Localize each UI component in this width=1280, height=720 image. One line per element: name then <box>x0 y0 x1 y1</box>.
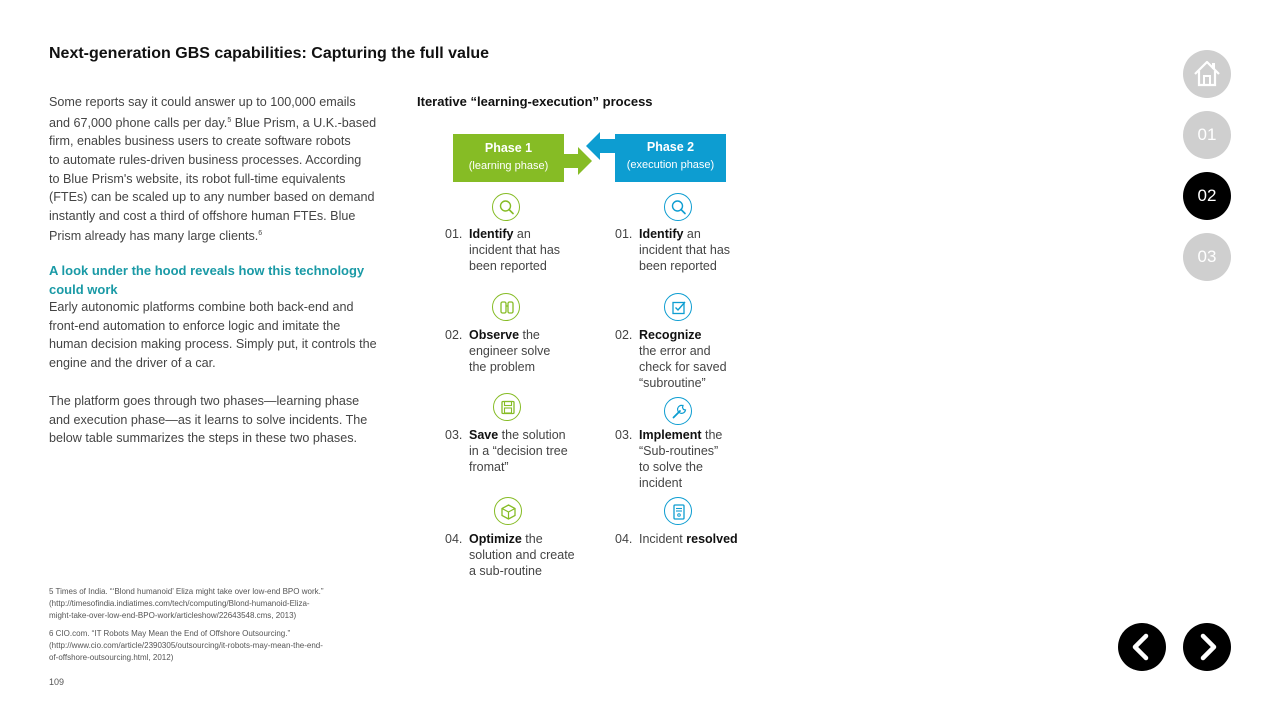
step-text <box>639 226 730 274</box>
step-line: solution and create <box>469 548 575 562</box>
step-rest: the solution <box>498 428 566 442</box>
binoculars-icon <box>492 293 520 321</box>
chevron-right-icon <box>1183 623 1231 671</box>
phase2-step-2 <box>615 327 765 393</box>
step-line: fromat” <box>469 460 509 474</box>
text-line: The platform goes through two phases—learning phase <box>49 394 360 408</box>
footnote-link[interactable]: (http://www.cio.com/article/2390305/outsourcing/it-robots-may-mean-the-end- <box>49 641 323 650</box>
phases-paragraph <box>49 392 367 448</box>
footnote-line: 5 Times of India. “‘Blond humanoid’ Eliza might take over low-end BPO work.” <box>49 587 324 596</box>
step-rest: the <box>701 428 723 442</box>
text-line: Blue Prism, a U.K.-based <box>231 115 377 130</box>
step-line: been reported <box>469 259 547 273</box>
step-text <box>639 531 738 547</box>
footnote-line: 6 CIO.com. “IT Robots May Mean the End of Offshore Outsourcing.” <box>49 629 291 638</box>
phase-1-sublabel: (learning phase) <box>468 160 549 172</box>
step-line: the error and <box>639 344 711 358</box>
step-line: incident <box>639 476 683 490</box>
step-line: incident that has <box>639 243 731 257</box>
step-line: check for saved <box>639 360 727 374</box>
footnote-link[interactable]: might-take-over-low-end-BPO-work/articleshow/22643548.cms, 2013) <box>49 611 297 620</box>
phase1-step-4 <box>445 531 605 581</box>
text-line: and execution phase—as it learns to solve incidents. The <box>49 412 368 427</box>
cycle-arrows-icon <box>560 130 620 186</box>
footnote-link[interactable]: of-offshore-outsourcing.html, 2012) <box>49 653 174 662</box>
phase-2-sublabel: (execution phase) <box>626 159 715 171</box>
step-line: a sub-routine <box>469 564 542 578</box>
step-text <box>469 327 550 375</box>
step-number: 04. <box>445 532 463 546</box>
step-number: 02. <box>615 328 633 342</box>
step-number: 02. <box>445 328 463 342</box>
step-verb: Implement <box>639 428 702 442</box>
step-text <box>639 327 727 391</box>
section-nav-02[interactable]: 02 <box>1183 172 1231 220</box>
phase2-step-3 <box>615 427 765 493</box>
step-text <box>469 427 568 475</box>
magnifier-icon <box>664 193 692 221</box>
text-line: to Blue Prism's website, its robot full-time equivalents <box>49 171 346 186</box>
step-verb: Optimize <box>469 532 522 546</box>
step-verb: Recognize <box>639 328 702 342</box>
phase1-step-2 <box>445 327 605 377</box>
step-line: the problem <box>469 360 536 374</box>
next-page-button[interactable] <box>1183 623 1231 671</box>
step-line: “subroutine” <box>639 376 706 390</box>
step-verb: Save <box>469 428 499 442</box>
text-line: to automate rules-driven business processes. According <box>49 152 362 167</box>
package-icon <box>494 497 522 525</box>
house-icon <box>1183 50 1231 98</box>
step-line: incident that has <box>469 243 561 257</box>
step-line: engineer solve <box>469 344 551 358</box>
step-number: 01. <box>445 227 463 241</box>
floppy-disk-icon <box>493 393 521 421</box>
phase2-step-4 <box>615 531 765 551</box>
text-line: (FTEs) can be scaled up to any number based on demand <box>49 190 375 205</box>
step-number: 01. <box>615 227 633 241</box>
step-text <box>469 531 575 579</box>
section-heading <box>49 261 364 299</box>
home-button[interactable] <box>1183 50 1231 98</box>
text-line: Some reports say it could answer up to 100,000 emails <box>49 95 356 109</box>
page-title: Next-generation GBS capabilities: Capturing the full value <box>49 45 490 62</box>
document-icon <box>664 497 692 525</box>
step-number: 03. <box>445 428 463 442</box>
section-nav-03[interactable]: 03 <box>1183 233 1231 281</box>
text-line: firm, enables business users to create software robots <box>49 134 351 149</box>
step-line: in a “decision tree <box>469 444 568 458</box>
chevron-left-icon <box>1118 623 1166 671</box>
text-line: engine and the driver of a car. <box>49 355 216 370</box>
step-number: 04. <box>615 532 633 546</box>
step-verb: Identify <box>469 227 514 241</box>
phase-2-label: Phase 2 <box>646 140 695 154</box>
step-rest: an <box>683 227 701 241</box>
page-number: 109 <box>49 677 65 687</box>
intro-paragraph <box>49 93 376 246</box>
footnote-ref-6: 6 <box>258 230 263 238</box>
text-line: below table summarizes the steps in these two phases. <box>49 431 358 446</box>
footnote-6 <box>49 628 323 664</box>
checkbox-icon <box>664 293 692 321</box>
step-rest: the <box>521 532 543 546</box>
footnote-ref-5: 5 <box>227 116 232 124</box>
diagram-title: Iterative “learning-execution” process <box>417 94 653 109</box>
magnifier-icon <box>492 193 520 221</box>
step-verb: Identify <box>639 227 684 241</box>
phase-1-box <box>453 134 564 182</box>
step-line: “Sub-routines” <box>639 444 719 458</box>
phase-1-label: Phase 1 <box>484 141 533 155</box>
footnote-5 <box>49 586 324 622</box>
step-text <box>469 226 560 274</box>
phase-2-box <box>615 134 726 182</box>
heading-line: A look under the hood reveals how this technology <box>49 263 365 278</box>
phase1-step-3 <box>445 427 605 477</box>
text-line: instantly and cost a third of offshore human FTEs. Blue <box>49 208 356 223</box>
text-line: Early autonomic platforms combine both back-end and <box>49 300 354 314</box>
step-line: been reported <box>639 259 717 273</box>
step-verb: Observe <box>469 328 520 342</box>
phase1-step-1 <box>445 226 605 276</box>
text-line: and 67,000 phone calls per day. <box>49 115 228 130</box>
phase2-step-1 <box>615 226 765 276</box>
step-pre: Incident <box>639 532 687 546</box>
step-verb: resolved <box>686 532 738 546</box>
heading-line: could work <box>49 282 118 297</box>
footnote-link[interactable]: (http://timesofindia.indiatimes.com/tech/computing/Blond-humanoid-Eliza- <box>49 599 310 608</box>
platform-paragraph <box>49 298 377 372</box>
step-rest: the <box>519 328 540 342</box>
step-number: 03. <box>615 428 633 442</box>
text-line: Prism already has many large clients. <box>49 229 259 244</box>
previous-page-button[interactable] <box>1118 623 1166 671</box>
step-text <box>639 427 722 491</box>
wrench-icon <box>664 397 692 425</box>
section-nav-01[interactable]: 01 <box>1183 111 1231 159</box>
step-rest: an <box>513 227 531 241</box>
text-line: front-end automation to enforce logic and imitate the <box>49 318 341 333</box>
text-line: human decision making process. Simply put, it controls the <box>49 337 377 352</box>
step-line: to solve the <box>639 460 703 474</box>
